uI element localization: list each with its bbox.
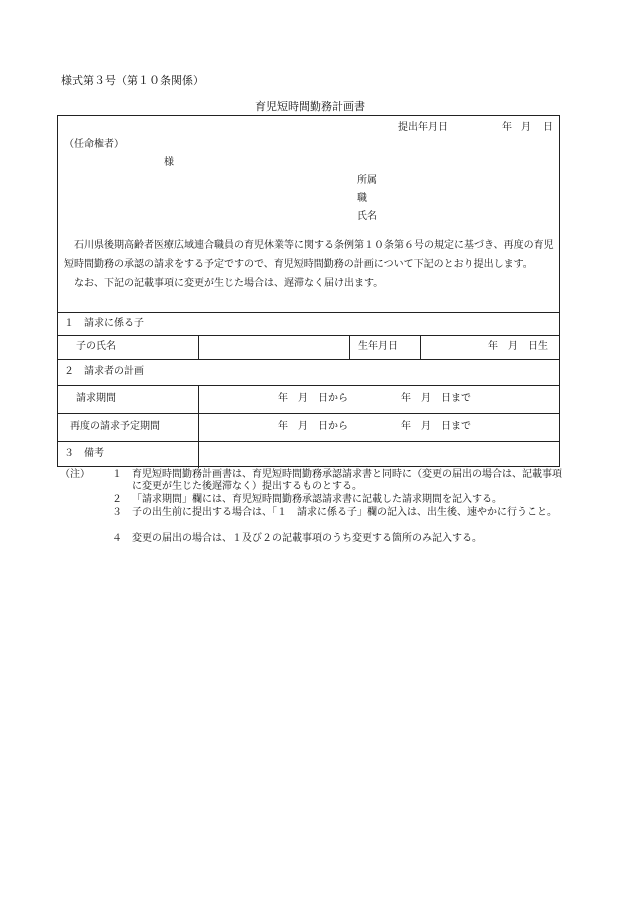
request-period-label: 請求期間	[76, 393, 116, 404]
divider	[58, 312, 559, 313]
divider	[198, 335, 199, 359]
note-text: 子の出生前に提出する場合は、「１ 請求に係る子」欄の記入は、出生後、速やかに行うこと。	[132, 507, 557, 518]
note-number: ２	[112, 494, 122, 505]
statement	[64, 236, 554, 293]
submit-date-year[interactable]: 年	[502, 122, 512, 133]
note-text: 変更の届出の場合は、１及び２の記載事項のうち変更する箇所のみ記入する。	[132, 533, 482, 544]
section3-heading: ３ 備考	[64, 448, 104, 459]
note-number: ４	[112, 533, 122, 544]
affiliation-label: 所属	[357, 175, 377, 186]
child-name-label: 子の氏名	[76, 341, 116, 352]
rerequest-period-from[interactable]: 年 月 日から	[278, 421, 348, 432]
honorific: 様	[164, 157, 174, 168]
divider	[58, 385, 559, 386]
position-label: 職	[357, 193, 367, 204]
note-number: ３	[112, 507, 122, 518]
notes-label: （注）	[60, 469, 90, 480]
page-title: 育児短時間勤務計画書	[255, 100, 365, 113]
remarks-field[interactable]	[204, 448, 554, 462]
divider	[58, 359, 559, 360]
divider	[58, 413, 559, 414]
divider	[198, 385, 199, 468]
submit-date-label: 提出年月日	[398, 122, 448, 133]
form-number: 様式第３号（第１０条関係）	[61, 74, 204, 87]
submit-date-day[interactable]: 日	[543, 122, 553, 133]
submit-date-month[interactable]: 月	[521, 122, 531, 133]
note-text: 「請求期間」欄には、育児短時間勤務承認請求書に記載した請求期間を記入する。	[132, 494, 502, 505]
section2-heading: ２ 請求者の計画	[64, 366, 144, 377]
child-name-field[interactable]	[204, 341, 344, 355]
statement-paragraph-1: 石川県後期高齢者医療広域連合職員の育児休業等に関する条例第１０条第６号の規定に基づき、再度の育児短時間勤務の承認の請求をする予定ですので、育児短時間勤務の計画について下記のとおり提出します。	[64, 240, 554, 270]
statement-paragraph-2: なお、下記の記載事項に変更が生じた場合は、遅滞なく届け出ます。	[74, 278, 384, 289]
divider	[58, 441, 559, 442]
appointer-label: （任命権者）	[64, 139, 124, 150]
request-period-to[interactable]: 年 月 日まで	[401, 393, 471, 404]
divider	[420, 335, 421, 359]
divider	[349, 335, 350, 359]
note-number: １	[112, 469, 122, 480]
section1-heading: １ 請求に係る子	[64, 318, 144, 329]
birth-date-label: 生年月日	[358, 341, 398, 352]
plan-form	[57, 115, 560, 467]
rerequest-period-label: 再度の請求予定期間	[70, 421, 160, 432]
divider	[58, 335, 559, 336]
note-text: 育児短時間勤務計画書は、育児短時間勤務承認請求書と同時に（変更の届出の場合は、記載事項に変更が生じた後遅滞なく）提出するものとする。	[132, 469, 562, 492]
birth-date-field[interactable]: 年 月 日生	[488, 341, 548, 352]
request-period-from[interactable]: 年 月 日から	[278, 393, 348, 404]
name-label: 氏名	[357, 211, 377, 222]
rerequest-period-to[interactable]: 年 月 日まで	[401, 421, 471, 432]
